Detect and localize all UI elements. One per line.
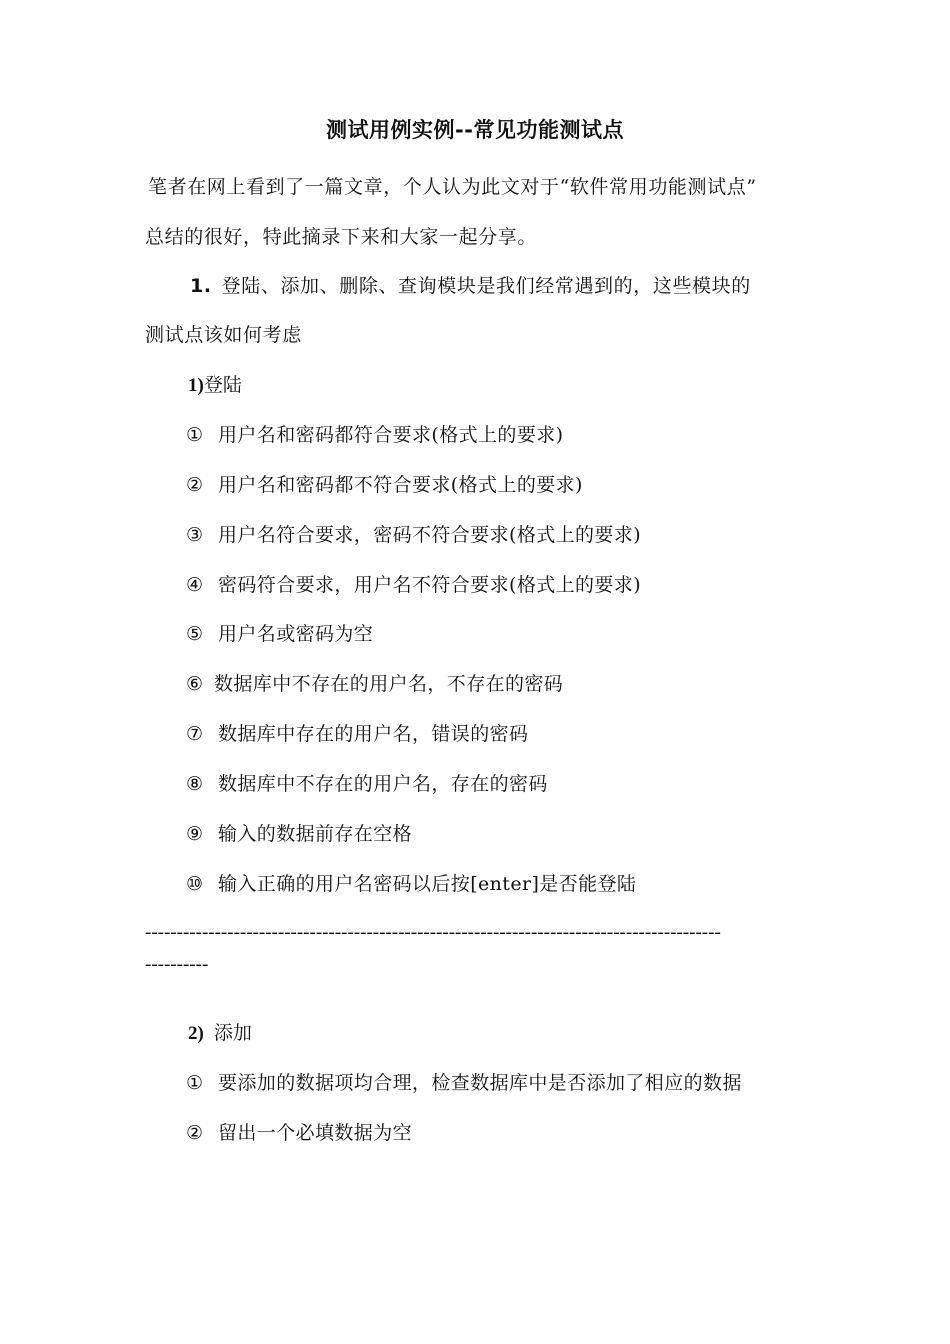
item-marker: ② [186,474,204,496]
intro-paragraph-line-2: 总结的很好，特此摘录下来和大家一起分享。 [145,226,538,248]
intro-paragraph-line-1: 笔者在网上看到了一篇文章，个人认为此文对于“软件常用功能测试点” [148,176,757,198]
login-item [186,669,563,699]
item-text: 用户名或密码为空 [218,623,374,645]
section-1-heading-text: 登陆、添加、删除、查询模块是我们经常遇到的，这些模块的 [221,275,751,297]
item-marker: ⑥ [186,673,204,695]
item-text: 用户名和密码都符合要求(格式上的要求) [218,424,564,446]
add-subheading-text: 添加 [213,1022,252,1044]
section-1-number: 1. [190,275,212,297]
item-text: 数据库中不存在的用户名，不存在的密码 [214,673,564,695]
login-item [186,470,583,500]
item-text: 输入的数据前存在空格 [218,823,413,845]
login-subheading [188,370,242,401]
login-subheading-number: 1) [188,375,204,396]
item-marker: ① [186,424,204,446]
login-item [186,570,641,600]
item-marker: ⑧ [186,773,204,795]
item-text: 数据库中存在的用户名，错误的密码 [218,723,529,745]
item-text: 要添加的数据项均合理，检查数据库中是否添加了相应的数据 [218,1072,742,1094]
item-marker: ④ [186,574,204,596]
login-item [186,420,563,450]
login-item [186,520,641,550]
section-1-heading-line-1 [190,271,751,301]
add-item [186,1118,412,1148]
item-marker: ③ [186,524,204,546]
item-text: 输入正确的用户名密码以后按[enter]是否能登陆 [218,873,637,895]
section-1-heading-line-2: 测试点该如何考虑 [145,324,302,346]
add-subheading-number: 2) [188,1023,204,1044]
add-item [186,1068,742,1098]
item-marker: ② [186,1122,204,1144]
item-marker: ① [186,1072,204,1094]
item-marker: ⑨ [186,823,204,845]
separator-line-2: ---------- [145,954,209,975]
item-marker: ⑦ [186,723,204,745]
item-text: 数据库中不存在的用户名，存在的密码 [218,773,548,795]
login-item [186,769,548,799]
login-item [186,819,412,849]
separator-line-1: ------------------------------------------------------------------------------------------- [145,922,721,943]
item-marker: ⑤ [186,623,204,645]
item-text: 留出一个必填数据为空 [218,1122,413,1144]
item-text: 用户名符合要求，密码不符合要求(格式上的要求) [218,524,642,546]
login-subheading-text: 登陆 [203,374,242,396]
login-item [186,869,636,899]
login-item [186,619,373,649]
item-text: 密码符合要求，用户名不符合要求(格式上的要求) [218,574,642,596]
login-item [186,719,528,749]
document-title: 测试用例实例--常见功能测试点 [326,118,624,142]
add-subheading [188,1018,252,1049]
item-marker: ⑩ [186,873,204,895]
item-text: 用户名和密码都不符合要求(格式上的要求) [218,474,583,496]
